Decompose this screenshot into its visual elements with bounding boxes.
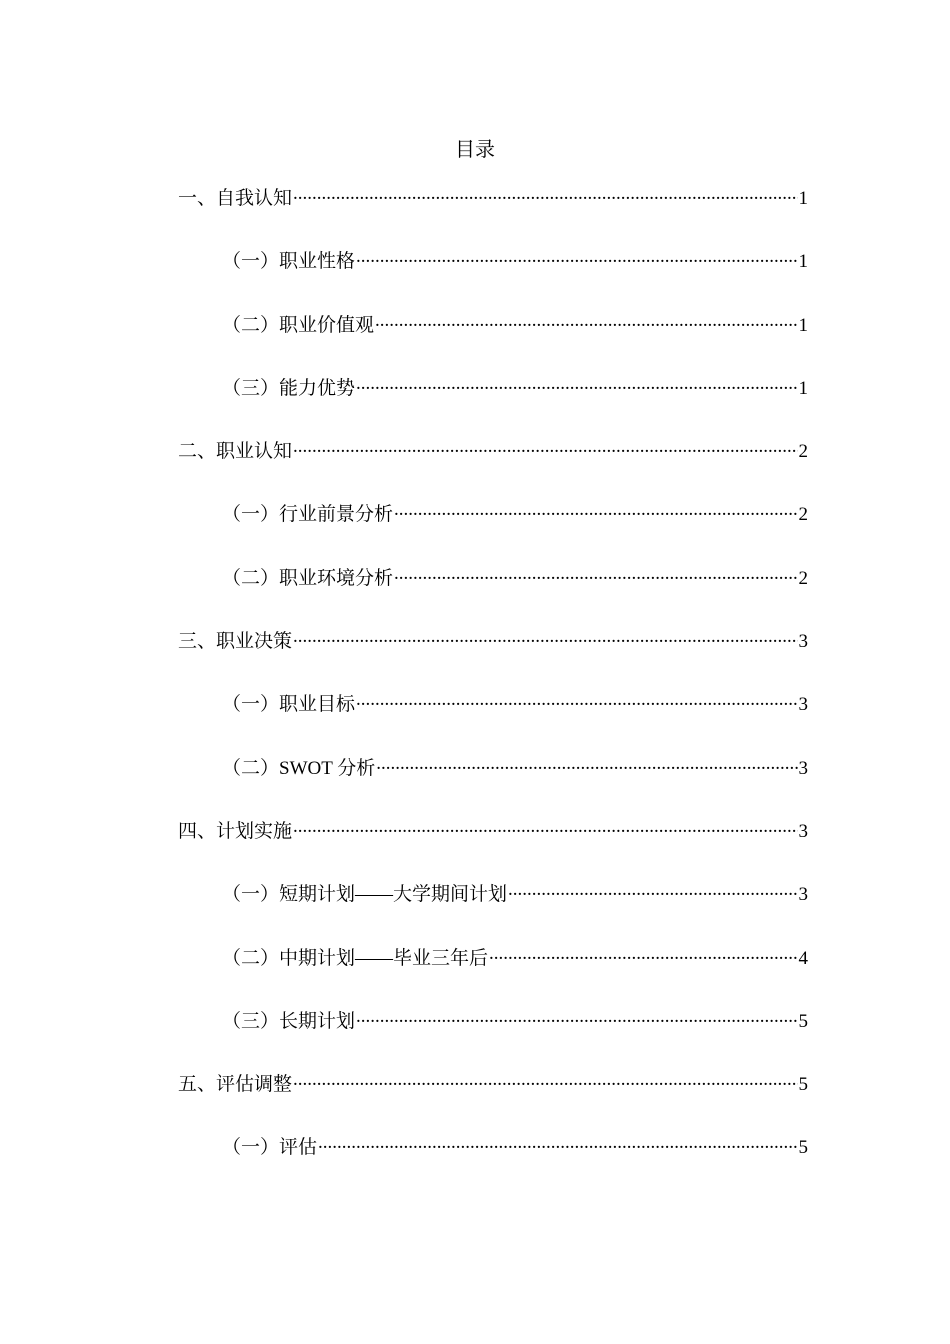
toc-page-number: 2	[798, 504, 808, 526]
toc-page-number: 5	[798, 1010, 808, 1032]
toc-title: 目录	[455, 139, 495, 161]
toc-entry-label: 四、计划实施	[178, 820, 293, 842]
toc-entry-industry-outlook[interactable]	[178, 500, 808, 563]
toc-page-number: 1	[798, 251, 808, 273]
toc-page-number: 1	[798, 188, 808, 209]
toc-page-number: 3	[798, 631, 808, 653]
toc-entry-plan-implementation[interactable]	[178, 817, 808, 880]
toc-dot-leader	[489, 944, 797, 964]
toc-entry-swot-analysis[interactable]	[178, 754, 808, 817]
toc-dot-leader	[375, 311, 797, 331]
toc-entry-label: 一、自我认知	[178, 188, 293, 209]
toc-page-number: 4	[798, 947, 808, 969]
toc-dot-leader	[394, 564, 797, 584]
toc-dot-leader	[293, 184, 797, 204]
table-of-contents	[178, 184, 808, 1197]
toc-dot-leader	[376, 754, 797, 774]
toc-entry-label: （三）长期计划	[222, 1010, 356, 1032]
toc-entry-evaluation-adjustment[interactable]	[178, 1070, 808, 1133]
toc-entry-label: （一）职业性格	[222, 251, 356, 273]
toc-entry-label: （一）行业前景分析	[222, 504, 394, 526]
toc-entry-evaluation[interactable]	[178, 1133, 808, 1196]
toc-entry-label: 二、职业认知	[178, 441, 293, 463]
toc-entry-career-values[interactable]	[178, 311, 808, 374]
toc-dot-leader	[318, 1133, 797, 1153]
toc-page-number: 3	[798, 694, 808, 716]
toc-dot-leader	[293, 437, 797, 457]
toc-entry-label: （二）职业价值观	[222, 314, 375, 336]
toc-entry-short-term-plan[interactable]	[178, 880, 808, 943]
toc-entry-mid-term-plan[interactable]	[178, 944, 808, 1007]
toc-dot-leader	[293, 817, 797, 837]
toc-entry-career-awareness[interactable]	[178, 437, 808, 500]
toc-page-number: 5	[798, 1074, 808, 1096]
toc-entry-label: （二）SWOT 分析	[222, 757, 376, 779]
toc-dot-leader	[508, 880, 797, 900]
toc-page-number: 1	[798, 314, 808, 336]
toc-page-number: 3	[798, 820, 808, 842]
toc-dot-leader	[293, 1070, 797, 1090]
toc-entry-career-goals[interactable]	[178, 690, 808, 753]
toc-dot-leader	[356, 1007, 797, 1027]
toc-entry-label: （一）职业目标	[222, 694, 356, 716]
toc-entry-self-awareness[interactable]	[178, 184, 808, 247]
toc-page-number: 3	[798, 884, 808, 906]
toc-page-number: 2	[798, 441, 808, 463]
toc-dot-leader	[394, 500, 797, 520]
toc-page-number: 2	[798, 567, 808, 589]
toc-entry-label: （一）评估	[222, 1137, 318, 1159]
toc-entry-label: （二）职业环境分析	[222, 567, 394, 589]
toc-entry-label: （二）中期计划——毕业三年后	[222, 947, 489, 969]
toc-dot-leader	[356, 247, 797, 267]
toc-entry-career-decision[interactable]	[178, 627, 808, 690]
toc-page-number: 1	[798, 377, 808, 399]
toc-entry-label: 五、评估调整	[178, 1074, 293, 1096]
toc-entry-label: （一）短期计划——大学期间计划	[222, 884, 508, 906]
toc-page-number: 3	[798, 757, 808, 779]
toc-dot-leader	[293, 627, 797, 647]
toc-entry-career-personality[interactable]	[178, 247, 808, 310]
toc-page-number: 5	[798, 1137, 808, 1159]
toc-entry-career-environment[interactable]	[178, 564, 808, 627]
toc-entry-long-term-plan[interactable]	[178, 1007, 808, 1070]
toc-entry-ability-strengths[interactable]	[178, 374, 808, 437]
toc-dot-leader	[356, 690, 797, 710]
toc-entry-label: （三）能力优势	[222, 377, 356, 399]
toc-dot-leader	[356, 374, 797, 394]
toc-entry-label: 三、职业决策	[178, 631, 293, 653]
